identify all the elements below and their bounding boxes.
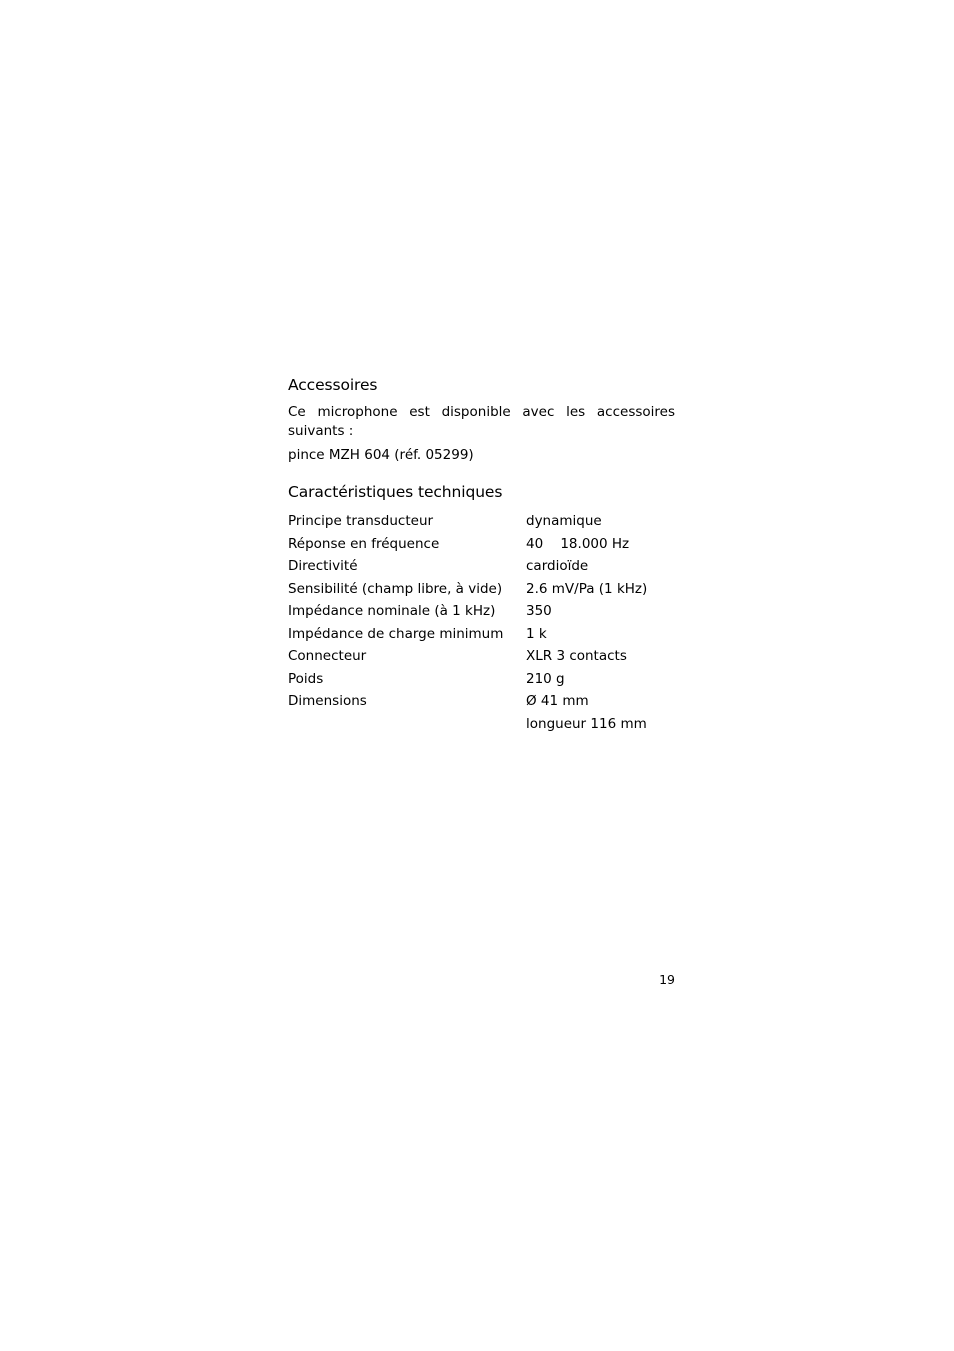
spec-row-sensitivity [288, 578, 675, 601]
spec-label: Connecteur [288, 648, 367, 664]
spec-row-dimensions [288, 690, 675, 713]
spec-row-directivity [288, 555, 675, 578]
spec-value: 1 k [526, 625, 547, 642]
spec-row-connector [288, 645, 675, 668]
spec-label: Impédance nominale (à 1 kHz) [288, 603, 496, 619]
spec-label: Réponse en fréquence [288, 535, 440, 552]
specs-table [288, 510, 675, 735]
spec-label: Impédance de charge minimum [288, 625, 504, 642]
accessory-item: pince MZH 604 (réf. 05299) [288, 447, 474, 463]
spec-label: Dimensions [288, 693, 367, 709]
spec-row-weight [288, 668, 675, 691]
spec-row-transducer [288, 510, 675, 533]
spec-row-length [288, 713, 675, 736]
spec-row-min-load-impedance [288, 623, 675, 646]
spec-label: Sensibilité (champ libre, à vide) [288, 580, 503, 597]
specs-heading: Caractéristiques techniques [288, 483, 503, 501]
spec-value: 2.6 mV/Pa (1 kHz) [526, 580, 648, 597]
spec-row-frequency-response [288, 533, 675, 556]
page-number: 19 [659, 972, 675, 987]
accessories-intro: Ce microphone est disponible avec les accessoires suivants : [288, 404, 675, 439]
spec-label [288, 713, 526, 736]
spec-label: Principe transducteur [288, 513, 434, 529]
spec-value: 40 18.000 Hz [526, 535, 630, 552]
page-content [288, 374, 675, 735]
spec-value: longueur 116 mm [526, 715, 647, 732]
spec-value: 350 [526, 603, 552, 619]
spec-value: dynamique [526, 513, 602, 529]
accessories-heading: Accessoires [288, 376, 378, 394]
spec-value: XLR 3 contacts [526, 648, 627, 664]
spec-value: Ø 41 mm [526, 693, 589, 709]
spec-value: 210 g [526, 670, 565, 687]
spec-label: Directivité [288, 558, 358, 574]
spec-label: Poids [288, 670, 324, 687]
spec-value: cardioïde [526, 558, 589, 574]
spec-row-nominal-impedance [288, 600, 675, 623]
